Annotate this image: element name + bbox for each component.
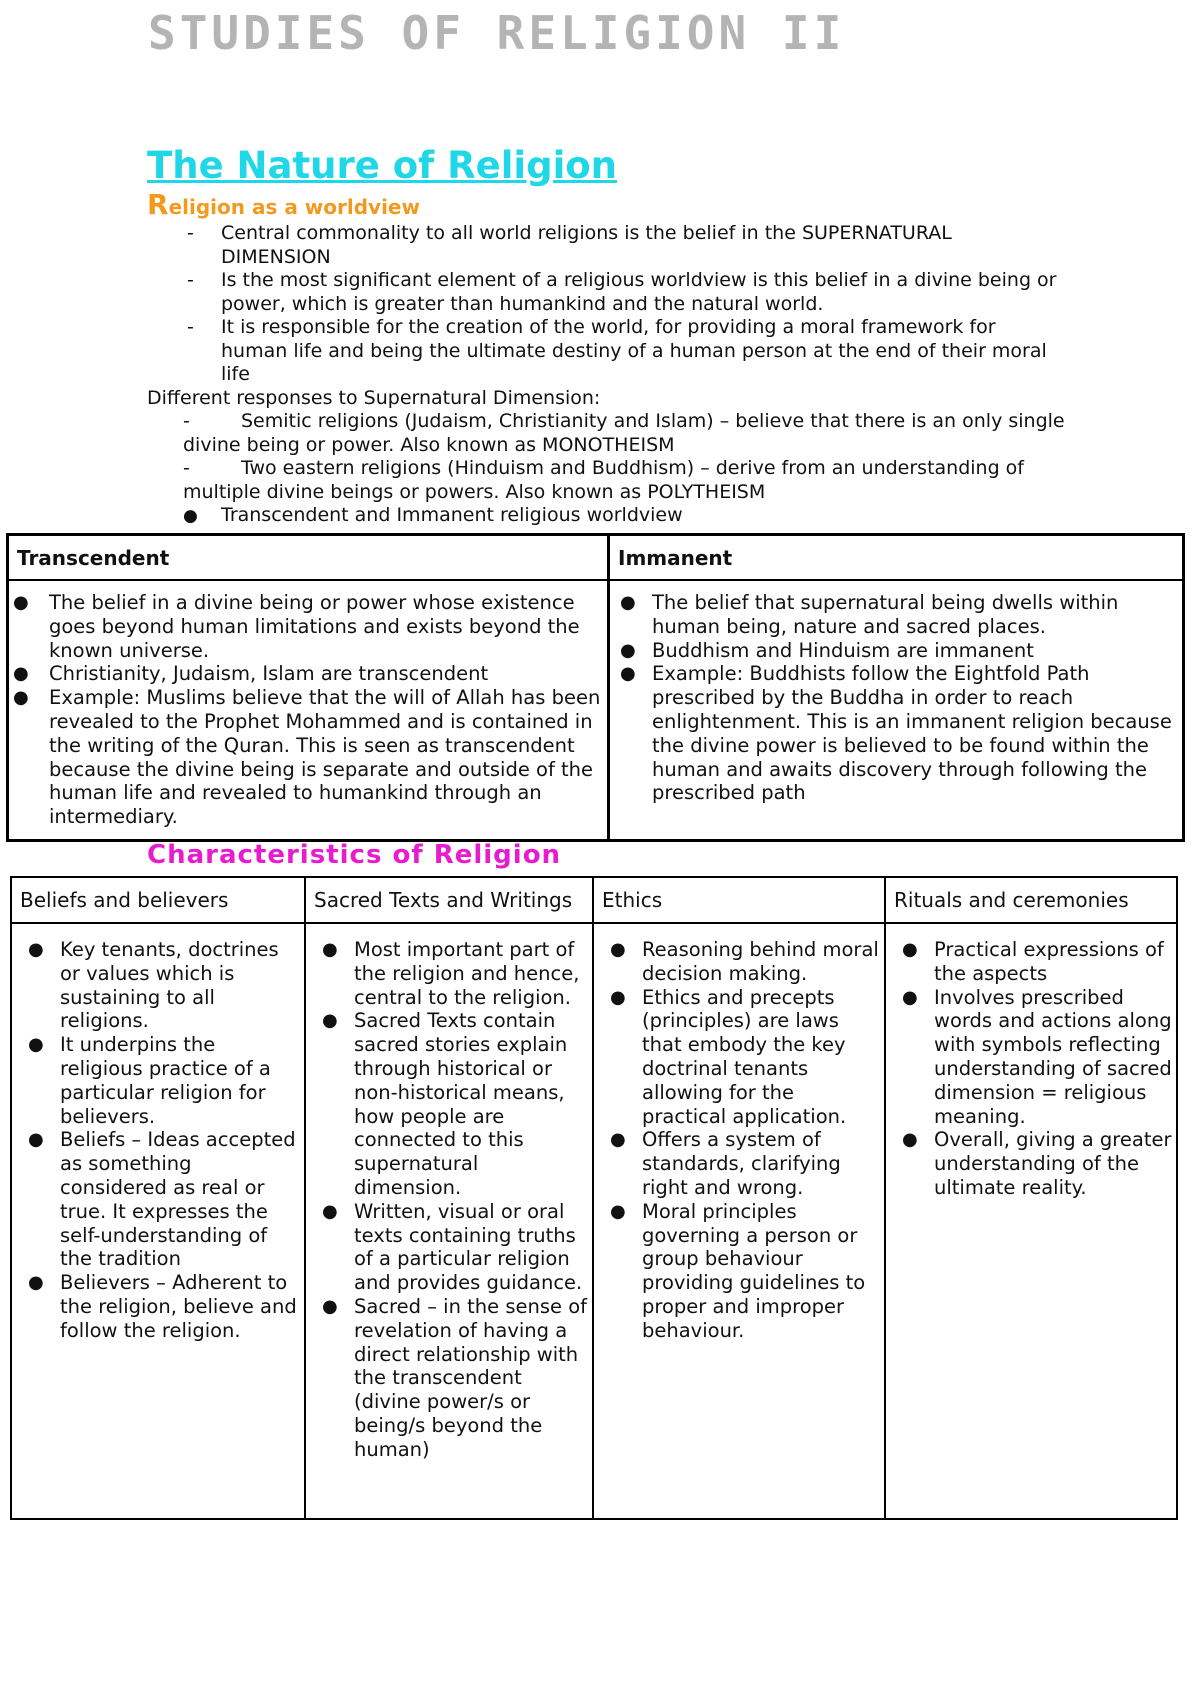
ti-bullet-line: [147, 504, 1067, 529]
bullet-icon: ●: [610, 1200, 626, 1222]
list-item: [608, 1128, 880, 1199]
bullet-icon: ●: [28, 939, 44, 960]
ethics-cell: [593, 923, 885, 1519]
beliefs-cell: [11, 923, 305, 1519]
dash-marker: -: [183, 410, 190, 432]
responses-list: [147, 410, 1067, 504]
responses-heading: Different responses to Supernatural Dimension:: [147, 386, 601, 409]
response-text: Semitic religions (Judaism, Christianity and Islam) – believe that there is an only single divine being or power. Also known as MONOTHEISM: [183, 410, 1065, 456]
bullet-icon: ●: [902, 986, 918, 1008]
list-item: [900, 1128, 1172, 1199]
list-item-text: Ethics and precepts (principles) are laws that embody the key doctrinal tenants allowing for the practical application.: [642, 985, 847, 1128]
bullet-icon: ●: [322, 1295, 338, 1317]
bullet-icon: ●: [322, 1010, 338, 1032]
header-immanent: Immanent: [609, 535, 1184, 581]
list-item-text: Example: Muslims believe that the will of Allah has been revealed to the Prophet Mohammed and is contained in the writing of the Quran. This is seen as transcendent because the divine being is separate and outside of the human life and revealed to humankind through an intermediary.: [49, 686, 601, 829]
list-item: [614, 662, 1176, 805]
bullet-icon: ●: [28, 1034, 44, 1056]
beliefs-list: [26, 938, 300, 1343]
list-item: [320, 1200, 588, 1295]
bullet-icon: ●: [620, 592, 636, 613]
bullet-icon: ●: [13, 663, 29, 685]
list-item-text: Most important part of the religion and hence, central to the religion.: [354, 938, 580, 1009]
bullet-icon: ●: [610, 1129, 626, 1151]
list-item: [608, 938, 880, 986]
list-item-text: Written, visual or oral texts containing truths of a particular religion and provides guidance.: [354, 1199, 583, 1295]
intro-point: - It is responsible for the creation of the world, for providing a moral framework for human life and being the ultimate destiny of a human person at the end of their moral life: [147, 316, 1067, 387]
bullet-icon: ●: [620, 639, 636, 661]
bullet-icon: ●: [13, 592, 29, 613]
list-item-text: Example: Buddhists follow the Eightfold Path prescribed by the Buddha in order to reach enlightenment. This is an immanent religion because the divine power is believed to be found within the human and awaits discovery through following the prescribed path: [652, 662, 1172, 805]
list-item: [608, 986, 880, 1129]
list-item-text: Moral principles governing a person or group behaviour providing guidelines to proper and improper behaviour.: [642, 1199, 866, 1342]
list-item: [13, 662, 601, 686]
subtitle: [147, 188, 420, 221]
list-item-text: Offers a system of standards, clarifying right and wrong.: [642, 1128, 841, 1199]
bullet-icon: ●: [13, 687, 29, 709]
list-item-text: Key tenants, doctrines or values which is sustaining to all religions.: [60, 938, 279, 1033]
list-item-text: Believers – Adherent to the religion, believe and follow the religion.: [60, 1271, 297, 1342]
rituals-list: [900, 938, 1172, 1200]
intro-points: [147, 222, 1067, 387]
bullet-icon: ●: [322, 1200, 338, 1222]
list-item: [320, 1009, 588, 1199]
subtitle-text: eligion as a worldview: [168, 195, 420, 219]
list-item: [900, 986, 1172, 1129]
list-item-text: Buddhism and Hinduism are immanent: [652, 638, 1034, 662]
bullet-icon: ●: [322, 939, 338, 960]
table-header-row: [11, 877, 1177, 923]
list-item-text: It underpins the religious practice of a particular religion for believers.: [60, 1033, 271, 1128]
list-item: [608, 1200, 880, 1343]
bullet-icon: ●: [28, 1129, 44, 1151]
list-item-text: The belief in a divine being or power whose existence goes beyond human limitations and exists beyond the known universe.: [49, 591, 580, 662]
characteristics-table: [10, 876, 1178, 1520]
list-item-text: Overall, giving a greater understanding of the ultimate reality.: [934, 1128, 1172, 1199]
list-item: [614, 639, 1176, 663]
bullet-icon: ●: [610, 939, 626, 960]
bullet-icon: ●: [28, 1272, 44, 1294]
bullet-icon: ●: [183, 506, 198, 526]
header-rituals: Rituals and ceremonies: [885, 877, 1177, 923]
list-item-text: Christianity, Judaism, Islam are transcendent: [49, 662, 489, 686]
table-row: [8, 580, 1184, 840]
rituals-cell: [885, 923, 1177, 1519]
ethics-list: [608, 938, 880, 1343]
list-item: [13, 591, 601, 662]
response-item: [183, 457, 1067, 504]
list-item-text: Reasoning behind moral decision making.: [642, 938, 879, 985]
intro-point: - Central commonality to all world religions is the belief in the SUPERNATURAL DIMENSION: [147, 222, 1067, 269]
section-title: The Nature of Religion: [147, 144, 618, 187]
ti-bullet-text: Transcendent and Immanent religious worldview: [221, 504, 683, 526]
list-item: [26, 1033, 300, 1128]
immanent-list: [614, 591, 1176, 805]
list-item-text: The belief that supernatural being dwells within human being, nature and sacred places.: [652, 591, 1119, 638]
bullet-icon: ●: [902, 1129, 918, 1151]
transcendent-cell: [8, 580, 609, 840]
table-header-row: [8, 535, 1184, 581]
header-texts: Sacred Texts and Writings: [305, 877, 593, 923]
list-item-text: Involves prescribed words and actions along with symbols reflecting understanding of sacred dimension = religious meaning.: [934, 985, 1172, 1128]
intro-block: [147, 222, 1067, 529]
header-beliefs: Beliefs and believers: [11, 877, 305, 923]
texts-list: [320, 938, 588, 1462]
header-ethics: Ethics: [593, 877, 885, 923]
list-item: [320, 1295, 588, 1462]
list-item: [26, 1128, 300, 1271]
subtitle-initial: R: [147, 188, 169, 221]
bullet-icon: ●: [902, 939, 918, 960]
response-text: Two eastern religions (Hinduism and Buddhism) – derive from an understanding of multiple divine beings or powers. Also known as POLYTHEISM: [183, 457, 1024, 503]
texts-cell: [305, 923, 593, 1519]
list-item: [614, 591, 1176, 639]
list-item-text: Practical expressions of the aspects: [934, 938, 1164, 985]
list-item-text: Sacred – in the sense of revelation of having a direct relationship with the transcendent (divine power/s or being/s beyond the human): [354, 1294, 588, 1461]
page-title: STUDIES OF RELIGION II: [148, 6, 846, 60]
bullet-icon: ●: [610, 986, 626, 1008]
bullet-icon: ●: [620, 663, 636, 685]
list-item: [26, 1271, 300, 1342]
transcendent-list: [13, 591, 601, 829]
list-item-text: Sacred Texts contain sacred stories explain through historical or non-historical means, how people are connected to this supernatural dimension.: [354, 1009, 568, 1199]
intro-point: - Is the most significant element of a religious worldview is this belief in a divine being or power, which is greater than humankind and the natural world.: [147, 269, 1067, 316]
dash-marker: -: [183, 457, 190, 479]
list-item: [320, 938, 588, 1009]
list-item: [26, 938, 300, 1033]
list-item: [900, 938, 1172, 986]
characteristics-title: Characteristics of Religion: [147, 840, 562, 870]
list-item-text: Beliefs – Ideas accepted as something considered as real or true. It expresses the self-understanding of the tradition: [60, 1128, 296, 1271]
response-item: [183, 410, 1067, 457]
list-item: [13, 686, 601, 829]
table-row: [11, 923, 1177, 1519]
transcendent-immanent-table: [6, 533, 1185, 842]
immanent-cell: [609, 580, 1184, 840]
header-transcendent: Transcendent: [8, 535, 609, 581]
